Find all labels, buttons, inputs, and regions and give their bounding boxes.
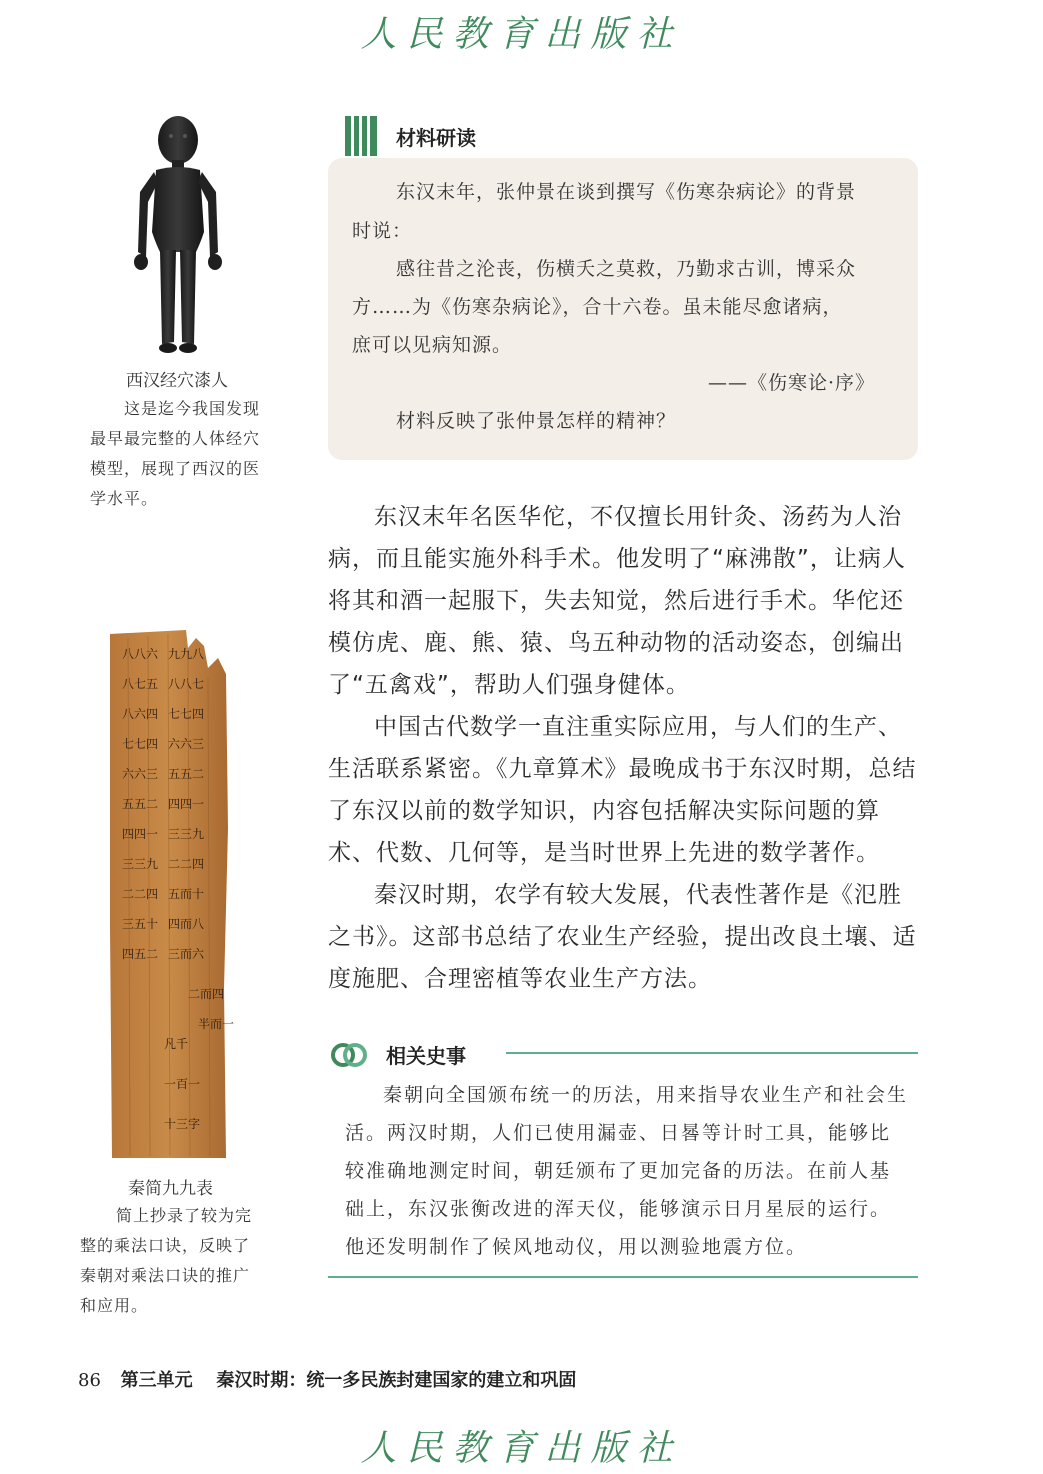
- svg-text:五五二: 五五二: [168, 767, 205, 781]
- material-heading: 材料研读: [396, 126, 476, 150]
- svg-text:十三字: 十三字: [164, 1117, 201, 1131]
- svg-text:半而一: 半而一: [198, 1017, 235, 1031]
- material-line-2: 时说：: [352, 220, 413, 242]
- svg-text:四而八: 四而八: [168, 917, 205, 931]
- svg-text:三三九: 三三九: [168, 827, 205, 841]
- svg-text:二二四: 二二四: [122, 887, 159, 901]
- svg-text:九九八: 九九八: [168, 647, 205, 661]
- body-text: [328, 496, 920, 1000]
- publisher-logo-top: 人民教育出版社: [360, 14, 683, 55]
- svg-text:六六三: 六六三: [122, 767, 159, 781]
- footer-unit: 第三单元: [120, 1370, 193, 1391]
- svg-text:二而四: 二而四: [188, 987, 225, 1001]
- material-line-4: 方……为《伤寒杂病论》，合十六卷。虽未能尽愈诸病，: [352, 296, 843, 318]
- svg-text:四四一: 四四一: [168, 797, 205, 811]
- page-footer: [78, 1366, 576, 1392]
- related-text-block: [345, 1076, 910, 1266]
- related-paragraph: 秦朝向全国颁布统一的历法，用来指导农业生产和社会生活。两汉时期，人们已使用漏壶、日晷等计时工具，能够比较准确地测定时间，朝廷颁布了更加完备的历法。在前人基础上，东汉张衡改进的浑天仪，能够演示日月星辰的运行。他还发明制作了候风地动仪，用以测验地震方位。: [345, 1084, 909, 1258]
- material-question: 材料反映了张仲景怎样的精神？: [396, 410, 677, 432]
- svg-text:八六四: 八六四: [122, 707, 159, 721]
- svg-text:一百一: 一百一: [164, 1077, 201, 1091]
- figure1-desc-line-1: 这是迄今我国发现: [124, 399, 261, 418]
- lacquer-figurine-image: [128, 112, 228, 357]
- svg-text:四四一: 四四一: [122, 827, 159, 841]
- svg-text:二二四: 二二四: [168, 857, 205, 871]
- page-number: 86: [78, 1370, 101, 1391]
- related-divider-bottom: [328, 1276, 918, 1278]
- figure2-title: 秦简九九表: [128, 1179, 213, 1199]
- figure1-desc-line-2: 最早最完整的人体经穴: [90, 429, 261, 448]
- svg-text:七七四: 七七四: [122, 737, 159, 751]
- related-history-icon: [330, 1036, 368, 1074]
- related-heading: 相关史事: [386, 1044, 466, 1068]
- svg-text:三而六: 三而六: [168, 947, 205, 961]
- figure1-desc-line-4: 学水平。: [90, 489, 159, 508]
- material-line-3: 感往昔之沦丧，伤横夭之莫救，乃勤求古训，博采众: [396, 258, 857, 280]
- publisher-logo-bottom: 人民教育出版社: [360, 1428, 683, 1469]
- figure1-title: 西汉经穴漆人: [126, 371, 228, 391]
- bamboo-slip-image: [108, 628, 235, 1160]
- svg-text:八八六: 八八六: [122, 647, 159, 661]
- svg-text:五而十: 五而十: [168, 887, 205, 901]
- body-paragraph-1: 东汉末年名医华佗，不仅擅长用针灸、汤药为人治病，而且能实施外科手术。他发明了“麻沸散”，让病人将其和酒一起服下，失去知觉，然后进行手术。华佗还模仿虎、鹿、熊、猿、鸟五种动物的活动姿态，创编出了“五禽戏”，帮助人们强身健体。: [328, 504, 906, 698]
- body-paragraph-3: 秦汉时期，农学有较大发展，代表性著作是《氾胜之书》。这部书总结了农业生产经验，提出改良土壤、适度施肥、合理密植等农业生产方法。: [328, 882, 917, 992]
- svg-text:四五二: 四五二: [122, 947, 159, 961]
- svg-text:七七四: 七七四: [168, 707, 205, 721]
- related-divider-top: [506, 1052, 918, 1054]
- book-icon: [345, 116, 377, 156]
- body-paragraph-2: 中国古代数学一直注重实际应用，与人们的生产、生活联系紧密。《九章算术》最晚成书于东汉时期，总结了东汉以前的数学知识，内容包括解决实际问题的算术、代数、几何等，是当时世界上先进的数学著作。: [328, 714, 917, 866]
- svg-text:凡千: 凡千: [164, 1037, 189, 1051]
- figure2-desc-line-2: 整的乘法口诀，反映了: [80, 1236, 251, 1255]
- material-line-5: 庶可以见病知源。: [352, 334, 513, 356]
- svg-text:八七五: 八七五: [122, 677, 159, 691]
- material-source: ——《伤寒论·序》: [708, 372, 876, 394]
- svg-text:五五二: 五五二: [122, 797, 159, 811]
- figure2-desc-line-1: 简上抄录了较为完: [116, 1206, 253, 1225]
- figure2-desc-line-4: 和应用。: [80, 1296, 149, 1315]
- svg-text:三三九: 三三九: [122, 857, 159, 871]
- figure1-desc-line-3: 模型，展现了西汉的医: [90, 459, 261, 478]
- material-line-1: 东汉末年，张仲景在谈到撰写《伤寒杂病论》的背景: [396, 181, 857, 203]
- figure2-desc-line-3: 秦朝对乘法口诀的推广: [80, 1266, 251, 1285]
- svg-text:八八七: 八八七: [168, 677, 205, 691]
- svg-text:六六三: 六六三: [168, 737, 205, 751]
- svg-text:三五十: 三五十: [122, 917, 159, 931]
- footer-title: 秦汉时期：统一多民族封建国家的建立和巩固: [216, 1370, 577, 1391]
